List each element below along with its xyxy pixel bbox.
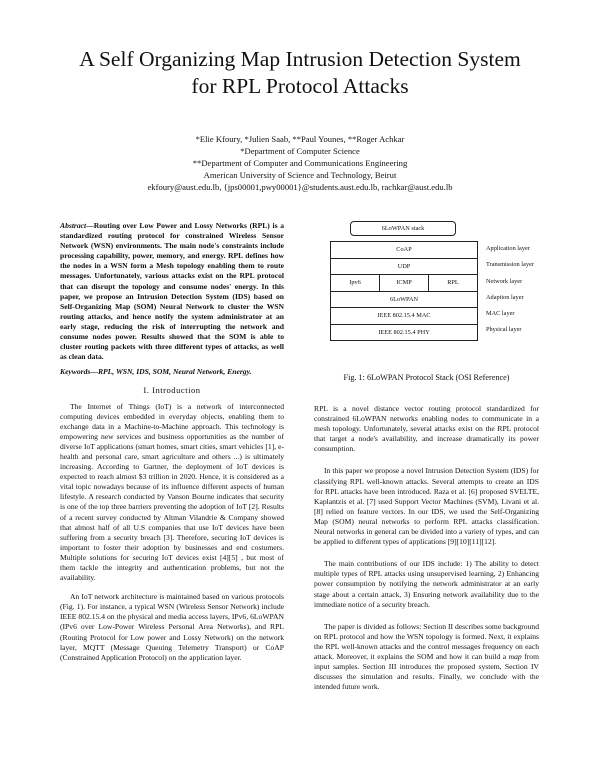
title-line-2: for RPL Protocol Attacks	[191, 74, 409, 98]
section-heading-introduction: I. Introduction	[143, 385, 201, 396]
figure-6lowpan-stack	[314, 221, 539, 396]
abstract	[60, 221, 284, 362]
right-paragraph-2: In this paper we propose a novel Intrusion Detection System (IDS) for classifying RPL well-known attacks. Several attempts to create an IDS for RPL attacks have been introduced. Raza et al. [6] proposed SVELTE, Kaplantzis et al. [7] used Support Vector Machines (SVM), Livani et al. [8] relied on feature vectors. In our IDS, we used the Self-Organizing Map (SOM) neural networks to perform RPL attacks classification. Neural networks in general can be divided into a variety of types, and can be applied to different types of applications [9][10][11][12].	[314, 466, 539, 547]
layer-label: Transmission layer	[486, 261, 534, 269]
keywords: Keywords—RPL, WSN, IDS, SOM, Neural Network, Energy.	[60, 367, 252, 377]
right-paragraph-3: The main contributions of our IDS include: 1) The ability to detect multiple types of RPL attacks using unsupervised learning, 2) Enhancing power consumption by notifying the network administrator at an early stage about a certain attack, 3) Ensuring network availability due to the immediate notice of a security breach.	[314, 559, 539, 609]
stack-cell: IEEE 802.15.4 PHY	[378, 328, 430, 336]
stack-cell: ICMP	[379, 275, 428, 291]
stack-cell: UDP	[397, 262, 411, 270]
layer-label: Application layer	[486, 245, 530, 252]
left-column	[60, 221, 284, 663]
right-paragraph-4-start: The paper is divided as follows: Section II describes some background on RPL protocol and how the WSN topology is formed. Next, it explains the RPL well-known attacks and the control messages frequency on each attack. Moreover, it explains the SOM and how it can build a	[314, 621, 539, 661]
right-paragraph-4-end: from input samples. Section III introduces the proposed system, Section IV discusses the simulation and results. Finally, we conclude with the intended future work.	[314, 651, 539, 692]
author-names: *Elie Kfoury, *Julien Saab, **Paul Younes, **Roger Achkar	[195, 134, 405, 144]
paper-title	[0, 46, 600, 100]
map-emphasis: map	[508, 651, 522, 661]
layer-label: Physical layer	[486, 326, 522, 334]
right-paragraph-4	[314, 622, 539, 693]
layer-label: Adaption layer	[486, 293, 524, 301]
stack-row	[330, 325, 478, 342]
stack-row	[330, 241, 478, 259]
stack-row	[330, 292, 478, 309]
figure-caption: Fig. 1: 6LoWPAN Protocol Stack (OSI Reference)	[343, 373, 510, 382]
right-column	[314, 404, 539, 692]
stack-row	[330, 259, 478, 276]
protocol-stack-table	[330, 241, 478, 341]
stack-title-box: 6LoWPAN stack	[350, 221, 456, 236]
author-emails: ekfoury@aust.edu.lb, {jps00001,pwy00001}@students.aust.edu.lb, rachkar@aust.edu.lb	[147, 182, 453, 192]
affiliation-3: American University of Science and Technology, Beirut	[203, 170, 397, 180]
abstract-label: Abstract	[60, 221, 87, 230]
abstract-text: —Routing over Low Power and Lossy Networks (RPL) is a standardized routing protocol for constrained Wireless Sensor Network (WSN) environments. The main node's constraints include processing capability, power, memory, and energy. RPL defines how the nodes in a WSN form a Mesh topology enabling them to route messages. Unfortunately, various attacks exist on the RPL protocol that can disrupt the topology and consume nodes' energy. In this paper, we propose an Intrusion Detection System (IDS) based on Self-Organizing Map (SOM) Neural Network to cluster the WSN routing attacks, and hence notify the system administrator at an early stage, reducing the risk of interrupting the network and consume nodes power. Results showed that the SOM is able to cluster routing packets with three different types of attacks, as well as clean data.	[60, 221, 284, 362]
stack-cell: CoAP	[396, 246, 412, 253]
layer-label: MAC layer	[486, 310, 515, 318]
stack-cell: RPL	[428, 275, 477, 291]
layer-label: Network layer	[486, 277, 523, 285]
stack-cell: IEEE 802.15.4 MAC	[377, 312, 431, 319]
intro-paragraph-2: An IoT network architecture is maintained based on various protocols (Fig. 1). For instance, a typical WSN (Wireless Sensor Network) include IEEE 802.15.4 on the physical and media access layers, IPv6, 6LoWPAN (IPv6 over Low-Power Wireless Personal Area Networks), and RPL (Routing Protocol for Low power and Lossy Network) on the network layer, MQTT (Message Queuing Telemetry Transport) or CoAP (Constrained Application Protocol) on the application layer.	[60, 592, 284, 662]
osi-layer-labels	[486, 241, 546, 339]
intro-paragraph-1: The Internet of Things (IoT) is a network of interconnected computing devices embedded in everyday objects, enabling them to exchange data in a Machine-to-Machine approach. This technology is empowering new services and business opportunities as the number of diverse IoT applications (smart homes, smart cities, smart vehicles [1], e-health and personal care, smart agriculture and others ...) is ultimately increasing. According to Gartner, the deployment of IoT devices is expected to reach almost $3 trillion in 2020. Hence, it is considered as a vital topic nowadays because of its influence different aspects of human lifestyle. A research conducted by Vanson Bourne indicates that security is one of the top three barriers preventing the adoption of IoT [2]. Results of a recent survey conducted by Altman Vilandrie & Company showed that almost half of all U.S companies that use IoT devices have been suffering from a security breach [3]. Therefore, securing IoT devices is important to foster their adoption by businesses and end costumers. Multiple solutions for securing IoT devices exist [4][5] , but most of them tackle the integrity and authentication problems, but not the availability.	[60, 401, 284, 583]
affiliation-1: *Department of Computer Science	[240, 146, 360, 156]
stack-row	[330, 308, 478, 325]
stack-cell: 6LoWPAN	[389, 295, 419, 303]
stack-row	[330, 275, 478, 292]
affiliation-2: **Department of Computer and Communications Engineering	[192, 158, 408, 168]
title-line-1: A Self Organizing Map Intrusion Detection System	[79, 47, 521, 71]
stack-cell: Ipv6	[349, 279, 361, 286]
author-block	[0, 133, 600, 193]
right-paragraph-1: RPL is a novel distance vector routing protocol standardized for constrained 6LoWPAN networks enabling nodes to communicate in a mesh topology. Unfortunately, several attacks exist on the RPL protocol that target a node's availability, and increase dramatically its power consumption.	[314, 404, 539, 454]
